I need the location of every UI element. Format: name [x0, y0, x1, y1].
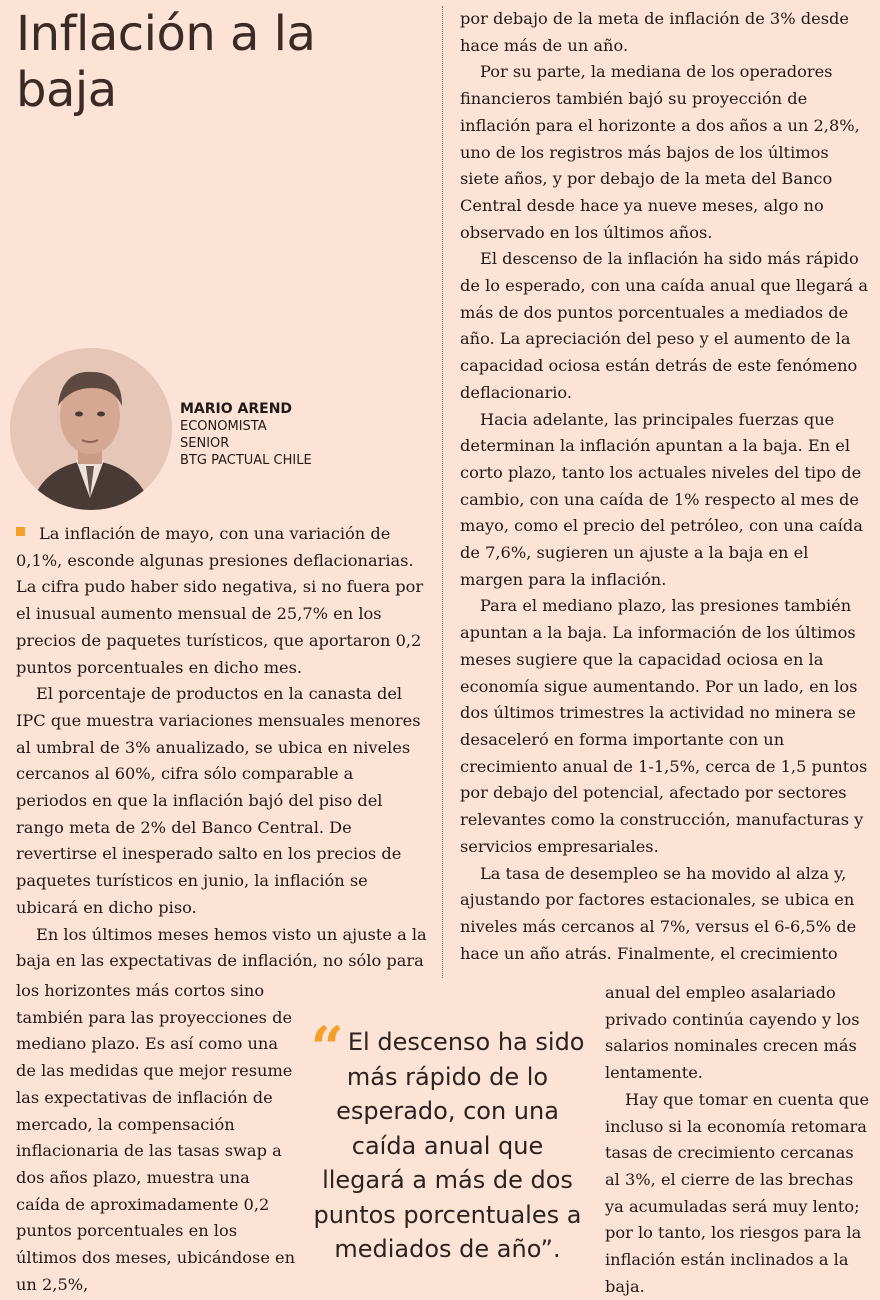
paragraph: La tasa de desempleo se ha movido al alza y, ajustando por factores estacionales, se ubica en niveles más cercanos al 7%, versus el 6-6,5% de hace un año atrás. Finalmente, el crecimiento: [460, 863, 857, 963]
author-photo: [10, 348, 172, 510]
right-column: [460, 6, 870, 967]
left-column: [16, 521, 428, 975]
author-role: ECONOMISTA: [180, 419, 267, 434]
left-column-bottom: [16, 978, 298, 1298]
paragraph: El porcentaje de productos en la canasta del IPC que muestra variaciones mensuales menores al umbral de 3% anualizado, se ubica en niveles cercanos al 60%, cifra sólo comparable a periodos en que la inflación bajó del piso del rango meta de 2% del Banco Central. De revertirse el inesperado salto en los precios de paquetes turísticos en junio, la inflación se ubicará en dicho piso.: [16, 684, 421, 917]
paragraph: Hacia adelante, las principales fuerzas que determinan la inflación apuntan a la baja. En el corto plazo, tanto los actuales niveles del tipo de cambio, con una caída de 1% respecto al mes de mayo, como el precio del petróleo, con una caída de 7,6%, sugieren un ajuste a la baja en el margen para la inflación.: [460, 409, 863, 589]
quote-mark-icon: “: [310, 1014, 344, 1082]
article-title: Inflación a la baja: [16, 6, 316, 118]
paragraph: [16, 521, 428, 681]
author-company: BTG PACTUAL CHILE: [180, 453, 312, 468]
author-byline: [180, 401, 312, 469]
bullet-square-icon: [16, 527, 25, 536]
paragraph: por debajo de la meta de inflación de 3% desde hace más de un año.: [460, 9, 849, 55]
author-name: MARIO AREND: [180, 401, 293, 417]
paragraph: En los últimos meses hemos visto un ajuste a la baja en las expectativas de inflación, no sólo para: [16, 924, 427, 971]
author-role-2: SENIOR: [180, 436, 230, 451]
paragraph: Para el mediano plazo, las presiones también apuntan a la baja. La información de los últimos meses sugiere que la capacidad ociosa en la economía sigue aumentando. Por un lado, en los dos últimos trimestres la actividad no minera se desaceleró en forma importante con un crecimiento anual de 1-1,5%, cerca de 1,5 puntos por debajo del potencial, afectado por sectores relevantes como la construcción, manufacturas y servicios empresariales.: [460, 596, 868, 856]
paragraph: anual del empleo asalariado privado continúa cayendo y los salarios nominales crecen más lentamente.: [605, 983, 860, 1083]
paragraph: El descenso de la inflación ha sido más rápido de lo esperado, con una caída anual que llegará a más de dos puntos porcentuales a mediados de año. La apreciación del peso y el aumento de la capacidad ociosa están detrás de este fenómeno deflacionario.: [460, 249, 868, 402]
right-column-bottom: [605, 980, 873, 1300]
paragraph: Hay que tomar en cuenta que incluso si la economía retomara tasas de crecimiento cercanas al 3%, el cierre de las brechas ya acumuladas será muy lento; por lo tanto, los riesgos para la inflación están inclinados a la baja.: [605, 1089, 870, 1296]
paragraph-text: La inflación de mayo, con una variación de 0,1%, esconde algunas presiones deflacionarias. La cifra pudo haber sido negativa, si no fuera por el inusual aumento mensual de 25,7% en los precios de paquetes turísticos, que aportaron 0,2 puntos porcentuales en dicho mes.: [16, 524, 424, 677]
paragraph: Por su parte, la mediana de los operadores financieros también bajó su proyección de inflación para el horizonte a dos años a un 2,8%, uno de los registros más bajos de los últimos siete años, y por debajo de la meta del Banco Central desde hace ya nueve meses, algo no observado en los últimos años.: [460, 62, 860, 242]
paragraph: los horizontes más cortos sino también para las proyecciones de mediano plazo. Es así como una de las medidas que mejor resume las expectativas de inflación de mercado, la compensación inflacionaria de las tasas swap a dos años plazo, muestra una caída de aproximadamente 0,2 puntos porcentuales en los últimos dos meses, ubicándose en un 2,5%,: [16, 981, 296, 1294]
pull-quote-text: El descenso ha sido más rápido de lo esperado, con una caída anual que llegará a más de dos puntos porcentuales a mediados de año”.: [313, 1028, 585, 1263]
column-divider: [442, 6, 443, 978]
pull-quote: [310, 1014, 585, 1267]
